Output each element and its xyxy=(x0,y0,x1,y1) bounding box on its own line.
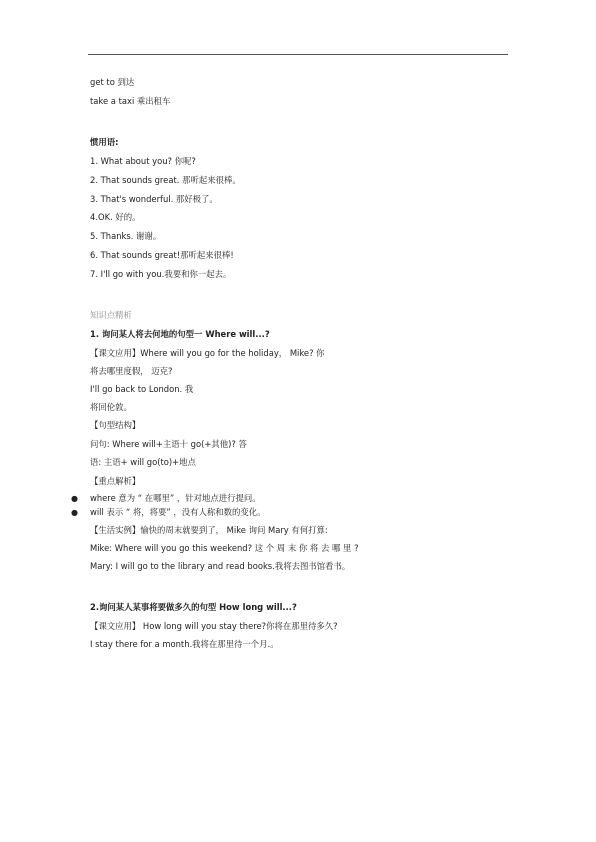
section-1-line: 【课文应用】Where will you go for the holiday， Mike? 你 xyxy=(90,348,325,358)
idiom-item: 7. I'll go with you.我要和你一起去。 xyxy=(90,269,232,279)
idiom-item: 2. That sounds great. 那听起来很棒。 xyxy=(90,175,241,185)
header-rule xyxy=(88,54,508,55)
section-2-title: 2.询问某人某事将要做多久的句型 How long will...? xyxy=(90,602,297,612)
section-1-title: 1. 询问某人将去何地的句型一 Where will...? xyxy=(90,329,270,339)
section-2-line: 【课文应用】 How long will you stay there?你将在那里待多久? xyxy=(90,621,338,631)
idiom-item: 6. That sounds great!那听起来很棒! xyxy=(90,250,234,260)
knowledge-heading: 知识点精析 xyxy=(90,310,132,320)
section-2-line: I stay there for a month.我将在那里待一个月.。 xyxy=(90,639,279,649)
bullet-item: where 意为 “ 在哪里” ，针对地点进行提问。 xyxy=(90,493,261,503)
idiom-item: 4.OK. 好的。 xyxy=(90,212,141,222)
section-1-line: 语: 主语+ will go(to)+地点 xyxy=(90,457,196,467)
idioms-heading: 惯用语: xyxy=(90,137,119,147)
section-1-example: Mary: I will go to the library and read books.我将去图书馆看书。 xyxy=(90,561,351,571)
section-1-example: 【生活实例】愉快的周末就要到了， Mike 询问 Mary 有何打算: xyxy=(90,525,328,535)
idiom-item: 3. That's wonderful. 那好极了。 xyxy=(90,194,218,204)
bullet-dot-icon: ● xyxy=(71,494,78,503)
idiom-item: 5. Thanks. 谢谢。 xyxy=(90,231,162,241)
idiom-item: 1. What about you? 你呢? xyxy=(90,156,196,166)
section-1-example: Mike: Where will you go this weekend? 这 个 周 末 你 将 去 哪 里 ? xyxy=(90,543,359,553)
section-1-line: 【句型结构】 xyxy=(90,420,141,430)
section-1-line: 【重点解析】 xyxy=(90,476,141,486)
bullet-dot-icon: ● xyxy=(71,508,78,517)
section-1-line: I'll go back to London. 我 xyxy=(90,384,194,394)
section-1-line: 将去哪里度假， 迈克? xyxy=(90,366,173,376)
bullet-item: will 表示 “ 将，将要” ，没有人称和数的变化。 xyxy=(90,507,266,517)
section-1-line: 问句: Where will+主语十 go(+其他)? 答 xyxy=(90,439,247,449)
vocab-line-2: take a taxi 乘出租车 xyxy=(90,96,171,106)
section-1-line: 将回伦敦。 xyxy=(90,402,132,412)
vocab-line-1: get to 到达 xyxy=(90,77,135,87)
